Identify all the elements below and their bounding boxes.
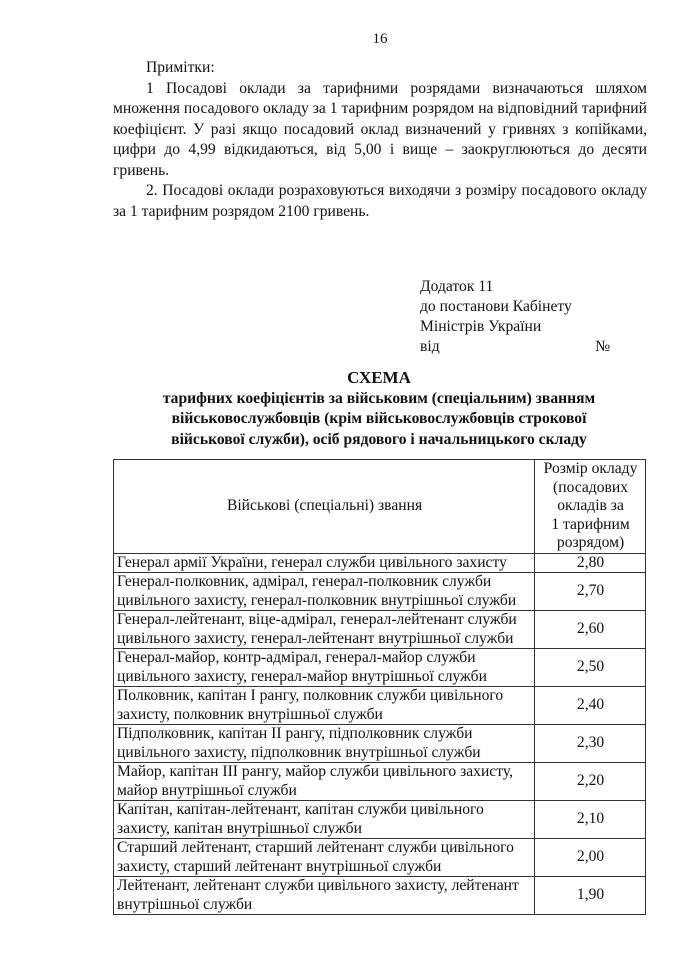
coefficient-cell: 1,90 [535,877,646,915]
note-item-1: 1 Посадові оклади за тарифними розрядами визначаються шляхом множення посадового окладу за 1 тарифним розрядом на відповідний тарифний коефіцієнт. У разі якщо посадовий оклад визначений у гривнях з копійками, цифри до 4,99 відкидаються, від 5,00 і вище – заокруглюються до десяти гривень. [113,79,647,179]
rank-cell: Генерал-полковник, адмірал, генерал-полковник служби цивільного захисту, генерал-полковник внутрішньої служби [114,573,535,611]
title-main: СХЕМА [347,368,411,387]
rank-cell: Полковник, капітан І рангу, полковник служби цивільного захисту, полковник внутрішньої служби [114,687,535,725]
coefficient-cell: 2,80 [535,553,646,573]
table-row [114,687,646,725]
header-coefficient [535,460,646,554]
rank-cell: Підполковник, капітан ІІ рангу, підполковник служби цивільного захисту, підполковник внутрішньої служби [114,725,535,763]
header-coef-line: розрядом) [556,534,625,551]
notes-section [113,58,647,222]
table-row [114,763,646,801]
annex-resolution: до постанови Кабінету [420,298,572,315]
table-header-row [114,460,646,554]
coefficient-cell: 2,60 [535,611,646,649]
rank-cell: Старший лейтенант, старший лейтенант служби цивільного захисту, старший лейтенант внутрішньої служби [114,839,535,877]
document-title [113,368,645,450]
header-coef-line: (посадових [553,478,629,496]
header-rank: Військові (спеціальні) звання [114,460,535,554]
annex-number: Додаток 11 [420,278,494,295]
annex-cabinet: Міністрів України [420,318,542,335]
header-coef-line: окладів за [557,497,624,514]
annex-number-label: № [595,338,610,355]
title-line-1: тарифних коефіцієнтів за військовим (спеціальним) званням [162,389,596,407]
table-row [114,877,646,915]
coefficient-cell: 2,20 [535,763,646,801]
page-number: 16 [372,31,388,47]
coefficient-cell: 2,10 [535,801,646,839]
coefficient-cell: 2,50 [535,649,646,687]
tariff-table [113,459,646,915]
table-row [114,553,646,573]
coefficient-cell: 2,70 [535,573,646,611]
coefficient-cell: 2,40 [535,687,646,725]
table-row [114,573,646,611]
notes-heading: Примітки: [146,59,215,76]
table-row [114,611,646,649]
rank-cell: Генерал армії України, генерал служби цивільного захисту [114,553,535,573]
title-line-2: військовослужбовців (крім військовослужбовців строкової [171,410,587,427]
rank-cell: Капітан, капітан-лейтенант, капітан служби цивільного захисту, капітан внутрішньої служби [114,801,535,839]
table-row [114,801,646,839]
coefficient-cell: 2,30 [535,725,646,763]
annex-date-label: від [420,338,440,355]
rank-cell: Генерал-лейтенант, віце-адмірал, генерал-лейтенант служби цивільного захисту, генерал-лейтенант внутрішньої служби [114,611,535,649]
title-line-3: військової служби), осіб рядового і начальницького складу [171,430,587,448]
note-item-2: 2. Посадові оклади розраховуються виходячи з розміру посадового окладу за 1 тарифним розрядом 2100 гривень. [113,182,647,220]
table-row [114,649,646,687]
header-coef-line: 1 тарифним [551,515,630,533]
annex-date-row [420,337,610,357]
annex-block [420,277,610,357]
coefficient-cell: 2,00 [535,839,646,877]
header-coef-line: Розмір окладу [543,460,638,477]
table-row [114,839,646,877]
table-row [114,725,646,763]
rank-cell: Генерал-майор, контр-адмірал, генерал-майор служби цивільного захисту, генерал-майор внутрішньої служби [114,649,535,687]
rank-cell: Майор, капітан ІІІ рангу, майор служби цивільного захисту, майор внутрішньої служби [114,763,535,801]
rank-cell: Лейтенант, лейтенант служби цивільного захисту, лейтенант внутрішньої служби [114,877,535,915]
